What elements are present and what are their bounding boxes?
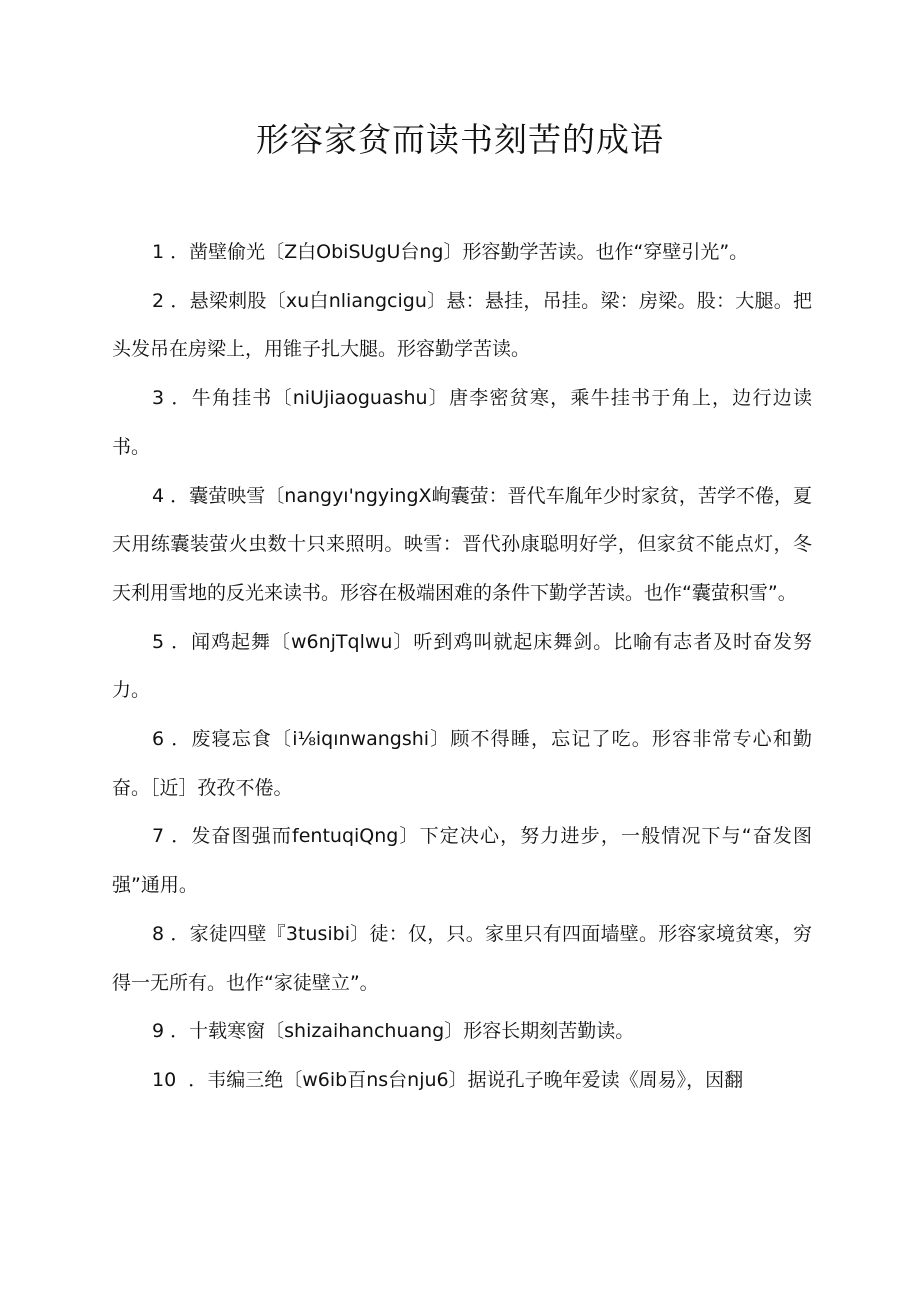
- paragraph-5: 5 ．闻鸡起舞〔w6njTqlwu〕听到鸡叫就起床舞剑。比喻有志者及时奋发努力。: [112, 630, 812, 702]
- paragraph-6: 6 ．废寝忘食〔i⅛iqınwangshi〕顾不得睡，忘记了吃。形容非常专心和勤奋。［近］孜孜不倦。: [112, 728, 812, 799]
- paragraph-7: 7 ．发奋图强而fentuqiQng〕下定决心，努力进步，一般情况下与“奋发图强”通用。: [112, 825, 812, 897]
- paragraph-4: 4 ．囊萤映雪〔nangyı'ngyingX峋囊萤：晋代车胤年少时家贫，苦学不倦，夏天用练囊装萤火虫数十只来照明。映雪：晋代孙康聪明好学，但家贫不能点灯，冬天利用雪地的反光来读书。形容在极端困难的条件下勤学苦读。也作“囊萤积雪”。: [112, 484, 812, 604]
- document-body: [112, 228, 812, 1105]
- paragraph-2: 2 ．悬梁刺股〔xu白nliangcigu〕悬：悬挂，吊挂。梁：房梁。股：大腿。把头发吊在房梁上，用锥子扎大腿。形容勤学苦读。: [112, 289, 812, 361]
- document-title: 形容家贫而读书刻苦的成语: [256, 120, 664, 159]
- paragraph-9: 9 ．十载寒窗〔shizaihanchuang〕形容长期刻苦勤读。: [152, 1020, 635, 1043]
- paragraph-10: 10 ．韦编三绝〔w6ib百ns台nju6〕据说孔子晚年爱读《周易》，因翻: [152, 1068, 744, 1091]
- paragraph-3: 3 ．牛角挂书〔niUjiaoguashu〕唐李密贫寒，乘牛挂书于角上，边行边读书。: [112, 387, 812, 458]
- paragraph-1: 1 ．凿壁偷光〔Z白ObiSUgU台ng〕形容勤学苦读。也作“穿壁引光”。: [152, 241, 749, 263]
- paragraph-8: 8 ．家徒四壁『3tusibi〕徒：仅，只。家里只有四面墙壁。形容家境贫寒，穷得一无所有。也作“家徒壁立”。: [112, 922, 812, 994]
